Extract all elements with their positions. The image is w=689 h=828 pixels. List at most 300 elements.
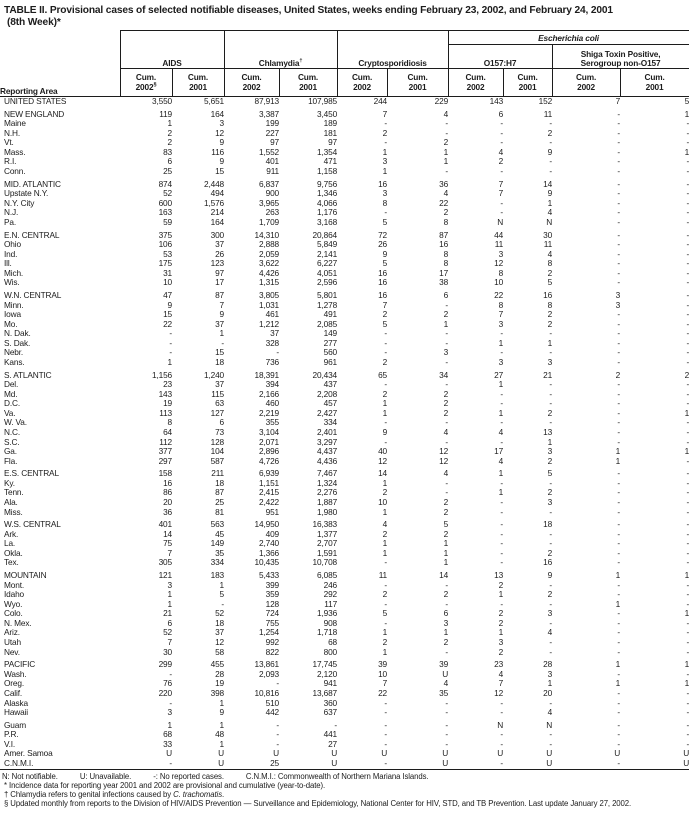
table-row [0, 600, 689, 610]
value-cell: 23 [494, 660, 504, 670]
value-cell: 3 [547, 669, 553, 679]
value-cell: - [686, 507, 689, 517]
value-cell: - [686, 128, 689, 138]
table-row [0, 157, 689, 167]
value-cell: 12 [215, 638, 225, 648]
value-cell: 1 [615, 599, 621, 609]
value-cell: 1,324 [317, 478, 338, 488]
reporting-area-cell: UNITED STATES [4, 96, 67, 106]
value-cell: 33 [163, 739, 172, 749]
value-cell: 2 [498, 647, 504, 657]
value-cell: 87 [439, 230, 449, 240]
table-row [0, 148, 689, 158]
table-row [0, 740, 689, 750]
value-cell: - [686, 478, 689, 488]
reporting-area-cell: Md. [4, 389, 18, 399]
value-cell: 1 [547, 679, 553, 689]
value-cell: 14 [543, 179, 553, 189]
value-cell: 14 [378, 469, 388, 479]
value-cell: 1,709 [259, 217, 280, 227]
table-row [0, 699, 689, 709]
value-cell: 189 [323, 119, 338, 129]
value-cell: 87 [215, 488, 225, 498]
value-cell: - [549, 157, 553, 167]
value-cell: 8 [498, 268, 504, 278]
table-row [0, 231, 689, 241]
value-cell: 107,985 [308, 96, 338, 106]
value-cell: 1 [684, 408, 689, 418]
value-cell: 2 [684, 370, 689, 380]
aids-label: AIDS [162, 58, 182, 68]
value-cell: - [617, 109, 621, 119]
value-cell: 4 [547, 208, 553, 218]
value-cell: 59 [163, 217, 172, 227]
value-cell: 7 [167, 638, 172, 648]
value-cell: 48 [215, 730, 225, 740]
value-cell: - [445, 418, 449, 428]
value-cell: 1,278 [317, 300, 338, 310]
value-cell: 355 [265, 418, 280, 428]
value-cell: 3,297 [317, 437, 338, 447]
value-cell: 128 [265, 599, 280, 609]
reporting-area-cell: Pa. [4, 217, 17, 227]
value-cell: 25 [163, 167, 172, 177]
value-cell: 4 [498, 427, 504, 437]
value-cell: 2,071 [259, 437, 280, 447]
cum-col-header: Cum. 2002 [337, 69, 387, 97]
value-cell: - [500, 558, 504, 568]
value-cell: - [617, 488, 621, 498]
table-title-line1: TABLE II. Provisional cases of selected notifiable diseases, United States, weeks ending February 23, 2002, and February 24, 2001 [4, 5, 613, 16]
value-cell: - [617, 437, 621, 447]
value-cell: - [549, 167, 553, 177]
value-cell: 20 [163, 498, 172, 507]
reporting-area-cell: W.S. CENTRAL [4, 520, 61, 530]
value-cell: 911 [266, 167, 280, 177]
value-cell: 36 [163, 507, 172, 517]
value-cell: - [617, 357, 621, 367]
value-cell: 34 [439, 370, 449, 380]
chlamydia-group-header [224, 31, 337, 69]
value-cell: - [686, 198, 689, 208]
value-cell: 5 [219, 590, 225, 600]
value-cell: 3 [443, 348, 449, 358]
value-cell: - [445, 357, 449, 367]
value-cell: 2,415 [259, 488, 280, 498]
value-cell: 2,166 [259, 389, 280, 399]
value-cell: - [617, 389, 621, 399]
value-cell: 2 [443, 529, 449, 539]
reporting-area-cell: Fla. [4, 456, 18, 466]
value-cell: 1 [547, 437, 553, 447]
value-cell: U [683, 758, 689, 768]
value-cell: - [169, 698, 172, 708]
value-cell: 5,433 [259, 571, 280, 581]
value-cell: - [686, 628, 689, 638]
value-cell: - [617, 638, 621, 648]
value-cell: 471 [323, 157, 338, 167]
value-cell: - [686, 558, 689, 568]
value-cell: 36 [439, 179, 449, 189]
value-cell: 334 [210, 558, 225, 568]
value-cell: 10 [494, 278, 504, 288]
value-cell: 2 [382, 590, 388, 600]
value-cell: 12 [494, 259, 504, 269]
table-row [0, 628, 689, 638]
value-cell: - [617, 338, 621, 348]
value-cell: 16 [378, 291, 388, 301]
value-cell: - [686, 319, 689, 329]
value-cell: 183 [210, 571, 225, 581]
value-cell: - [617, 380, 621, 390]
reporting-area-cell: Amer. Samoa [4, 749, 53, 759]
value-cell: - [500, 730, 504, 740]
value-cell: - [617, 427, 621, 437]
value-cell: 15 [163, 310, 172, 320]
value-cell: 3 [498, 319, 504, 329]
value-cell: 6,939 [259, 469, 280, 479]
value-cell: 2,740 [259, 539, 280, 549]
value-cell: 37 [215, 380, 225, 390]
value-cell: 7,467 [317, 469, 338, 479]
reporting-area-cell: N.J. [4, 208, 19, 218]
table-row [0, 749, 689, 759]
value-cell: - [686, 399, 689, 409]
chlamydia-footnote-mark: † [299, 58, 303, 65]
legend-not-notifiable: N: Not notifiable. [2, 771, 58, 781]
value-cell: - [549, 418, 553, 428]
value-cell: 1 [684, 109, 689, 119]
cum-col-header: Cum. 2002§ [120, 69, 172, 97]
value-cell: - [445, 720, 449, 730]
value-cell: - [169, 329, 172, 339]
reporting-area-cell: Conn. [4, 167, 26, 177]
value-cell: - [445, 708, 449, 718]
table-row [0, 469, 689, 479]
value-cell: 31 [163, 268, 172, 278]
value-cell: 14,310 [254, 230, 280, 240]
value-cell: 360 [323, 698, 338, 708]
reporting-area-cell: Wyo. [4, 599, 23, 609]
value-cell: - [617, 548, 621, 558]
value-cell: - [617, 647, 621, 657]
value-cell: 1,366 [259, 548, 280, 558]
value-cell: U [331, 758, 338, 768]
value-cell: 149 [323, 329, 338, 339]
value-cell: 11 [543, 240, 553, 250]
table-row [0, 180, 689, 190]
value-cell: 81 [215, 507, 225, 517]
value-cell: 11 [543, 109, 553, 119]
value-cell: 1 [498, 488, 504, 498]
table-row [0, 320, 689, 330]
value-cell: - [686, 599, 689, 609]
value-cell: 123 [210, 259, 225, 269]
value-cell: - [617, 590, 621, 600]
value-cell: 158 [158, 469, 172, 479]
value-cell: 30 [543, 230, 553, 240]
table-title [0, 0, 689, 28]
value-cell: - [500, 478, 504, 488]
value-cell: - [384, 580, 388, 590]
value-cell: - [445, 739, 449, 749]
value-cell: 15 [215, 348, 225, 358]
value-cell: 398 [210, 688, 225, 698]
value-cell: 1 [498, 408, 504, 418]
value-cell: - [276, 730, 280, 740]
value-cell: - [384, 708, 388, 718]
value-cell: 4,066 [317, 198, 338, 208]
reporting-area-cell: La. [4, 539, 16, 549]
value-cell: 10 [378, 669, 388, 679]
shiga-label-line1: Shiga Toxin Positive, [580, 49, 661, 59]
value-cell: 4,726 [259, 456, 280, 466]
value-cell: 2,120 [317, 669, 338, 679]
value-cell: 21 [543, 370, 553, 380]
value-cell: - [384, 599, 388, 609]
value-cell: 4 [443, 189, 449, 199]
value-cell: - [686, 669, 689, 679]
value-cell: 1 [167, 119, 172, 129]
value-cell: 9 [382, 427, 388, 437]
value-cell: 52 [215, 609, 225, 619]
value-cell: 12 [215, 128, 225, 138]
value-cell: 1,254 [259, 628, 280, 638]
value-cell: 72 [378, 230, 388, 240]
value-cell: 941 [323, 679, 338, 689]
value-cell: 1,176 [317, 208, 338, 218]
footnote-dagger [2, 790, 685, 799]
value-cell: - [549, 638, 553, 648]
value-cell: 9 [219, 138, 225, 148]
value-cell: 5 [547, 469, 553, 479]
value-cell: - [334, 720, 338, 730]
value-cell: 7 [167, 548, 172, 558]
cum-col-header: Cum. 2002 [552, 69, 620, 97]
value-cell: - [500, 708, 504, 718]
value-cell: 1,718 [317, 628, 338, 638]
value-cell: - [686, 580, 689, 590]
value-cell: 1,212 [259, 319, 280, 329]
value-cell: 9 [219, 708, 225, 718]
value-cell: - [500, 548, 504, 558]
value-cell: 2 [443, 399, 449, 409]
value-cell: - [686, 647, 689, 657]
value-cell: 1,377 [317, 529, 338, 539]
value-cell: - [500, 198, 504, 208]
value-cell: 22 [378, 688, 388, 698]
value-cell: 8 [547, 300, 553, 310]
value-cell: 800 [323, 647, 338, 657]
reporting-area-cell: Iowa [4, 310, 21, 320]
value-cell: 8 [443, 249, 449, 259]
value-cell: 16 [543, 291, 553, 301]
value-cell: 9 [547, 189, 553, 199]
value-cell: U [442, 669, 449, 679]
value-cell: - [617, 730, 621, 740]
value-cell: U [218, 758, 225, 768]
value-cell: 143 [158, 389, 172, 399]
value-cell: 86 [163, 488, 172, 498]
reporting-area-cell: Maine [4, 119, 26, 129]
value-cell: 64 [163, 427, 172, 437]
value-cell: 47 [163, 291, 172, 301]
value-cell: 437 [323, 380, 338, 390]
value-cell: 5 [382, 217, 388, 227]
value-cell: - [500, 418, 504, 428]
value-cell: 1,156 [151, 370, 172, 380]
value-cell: 7 [382, 109, 388, 119]
reporting-area-cell: Okla. [4, 548, 23, 558]
value-cell: 39 [439, 660, 449, 670]
value-cell: - [617, 529, 621, 539]
value-cell: - [445, 647, 449, 657]
value-cell: 494 [210, 189, 225, 199]
table-row [0, 291, 689, 301]
reporting-area-cell: Ark. [4, 529, 19, 539]
table-row [0, 447, 689, 457]
value-cell: 1 [443, 539, 449, 549]
value-cell: 4 [443, 109, 449, 119]
table-row [0, 609, 689, 619]
reporting-area-cell: S. ATLANTIC [4, 370, 52, 380]
value-cell: 1 [382, 408, 388, 418]
reporting-area-cell: Tenn. [4, 488, 24, 498]
value-cell: - [686, 488, 689, 498]
table-row [0, 409, 689, 419]
value-cell: - [384, 558, 388, 568]
value-cell: 6 [167, 618, 172, 628]
table-row [0, 638, 689, 648]
value-cell: 4,436 [317, 456, 338, 466]
table-row [0, 619, 689, 629]
value-cell: - [686, 698, 689, 708]
value-cell: 1,315 [259, 278, 280, 288]
value-cell: - [549, 478, 553, 488]
reporting-area-cell: MOUNTAIN [4, 571, 47, 581]
value-cell: 2 [443, 590, 449, 600]
value-cell: 19 [215, 679, 225, 689]
chlamydia-label: Chlamydia [258, 58, 300, 68]
value-cell: 7 [382, 300, 388, 310]
value-cell: - [617, 618, 621, 628]
value-cell: - [549, 529, 553, 539]
table-row [0, 558, 689, 568]
value-cell: 5 [382, 319, 388, 329]
value-cell: 3 [382, 189, 388, 199]
value-cell: 3 [498, 638, 504, 648]
table-row [0, 138, 689, 148]
value-cell: 1 [684, 679, 689, 689]
value-cell: 12 [439, 447, 449, 457]
value-cell: 1 [615, 660, 621, 670]
value-cell: - [686, 357, 689, 367]
value-cell: 1 [382, 478, 388, 488]
cum-col-header: Cum. 2001 [503, 69, 552, 97]
value-cell: 30 [163, 647, 172, 657]
value-cell: U [273, 749, 280, 759]
value-cell: 1 [498, 628, 504, 638]
value-cell: - [617, 278, 621, 288]
value-cell: 5,849 [317, 240, 338, 250]
value-cell: - [686, 418, 689, 428]
value-cell: 1,240 [204, 370, 225, 380]
reporting-area-cell: Oreg. [4, 679, 25, 689]
value-cell: 1,887 [317, 498, 338, 507]
value-cell: 4 [547, 628, 553, 638]
value-cell: 18,391 [254, 370, 280, 380]
reporting-area-cell: S.C. [4, 437, 20, 447]
value-cell: 6 [443, 609, 449, 619]
value-cell: 2,085 [317, 319, 338, 329]
value-cell: 491 [323, 310, 338, 320]
value-cell: - [500, 520, 504, 530]
reporting-area-cell: Va. [4, 408, 16, 418]
value-cell: - [384, 338, 388, 348]
value-cell: 75 [163, 539, 172, 549]
table-row [0, 250, 689, 260]
value-cell: 13 [543, 427, 553, 437]
value-cell: 4 [382, 520, 388, 530]
value-cell: 37 [215, 319, 225, 329]
value-cell: 1 [615, 447, 621, 457]
value-cell: 199 [265, 119, 280, 129]
value-cell: 2,141 [317, 249, 338, 259]
shiga-subgroup-header [552, 45, 689, 69]
reporting-area-cell: NEW ENGLAND [4, 109, 65, 119]
reporting-area-cell: Minn. [4, 300, 24, 310]
value-cell: - [445, 329, 449, 339]
value-cell: 2,596 [317, 278, 338, 288]
table-row [0, 498, 689, 508]
table-row [0, 530, 689, 540]
reporting-area-cell: Ky. [4, 478, 15, 488]
value-cell: 143 [489, 96, 504, 106]
value-cell: - [445, 580, 449, 590]
legend-cnmi: C.N.M.I.: Commonwealth of Northern Mariana Islands. [245, 771, 429, 781]
value-cell: 2 [443, 507, 449, 517]
reporting-area-cell: Nev. [4, 647, 20, 657]
value-cell: - [686, 240, 689, 250]
value-cell: - [549, 698, 553, 708]
value-cell: - [686, 259, 689, 269]
value-cell: 1 [443, 319, 449, 329]
value-cell: 39 [378, 660, 388, 670]
value-cell: - [549, 739, 553, 749]
reporting-area-cell: Wash. [4, 669, 27, 679]
value-cell: 277 [323, 338, 338, 348]
value-cell: 2 [443, 310, 449, 320]
value-cell: 724 [265, 609, 280, 619]
value-cell: - [445, 437, 449, 447]
table-row [0, 218, 689, 228]
value-cell: 874 [158, 179, 172, 189]
reporting-area-cell: Ga. [4, 447, 17, 457]
value-cell: 2 [547, 310, 553, 320]
value-cell: - [617, 498, 621, 507]
value-cell: - [500, 739, 504, 749]
reporting-area-cell: N.Y. City [4, 198, 35, 208]
reporting-area-cell: Mo. [4, 319, 18, 329]
value-cell: 394 [265, 380, 280, 390]
value-cell: 2 [382, 389, 388, 399]
value-cell: 3 [443, 618, 449, 628]
value-cell: - [686, 217, 689, 227]
reporting-area-cell: N. Mex. [4, 618, 32, 628]
value-cell: 12 [439, 456, 449, 466]
value-cell: 2,896 [259, 447, 280, 457]
value-cell: 2 [443, 408, 449, 418]
